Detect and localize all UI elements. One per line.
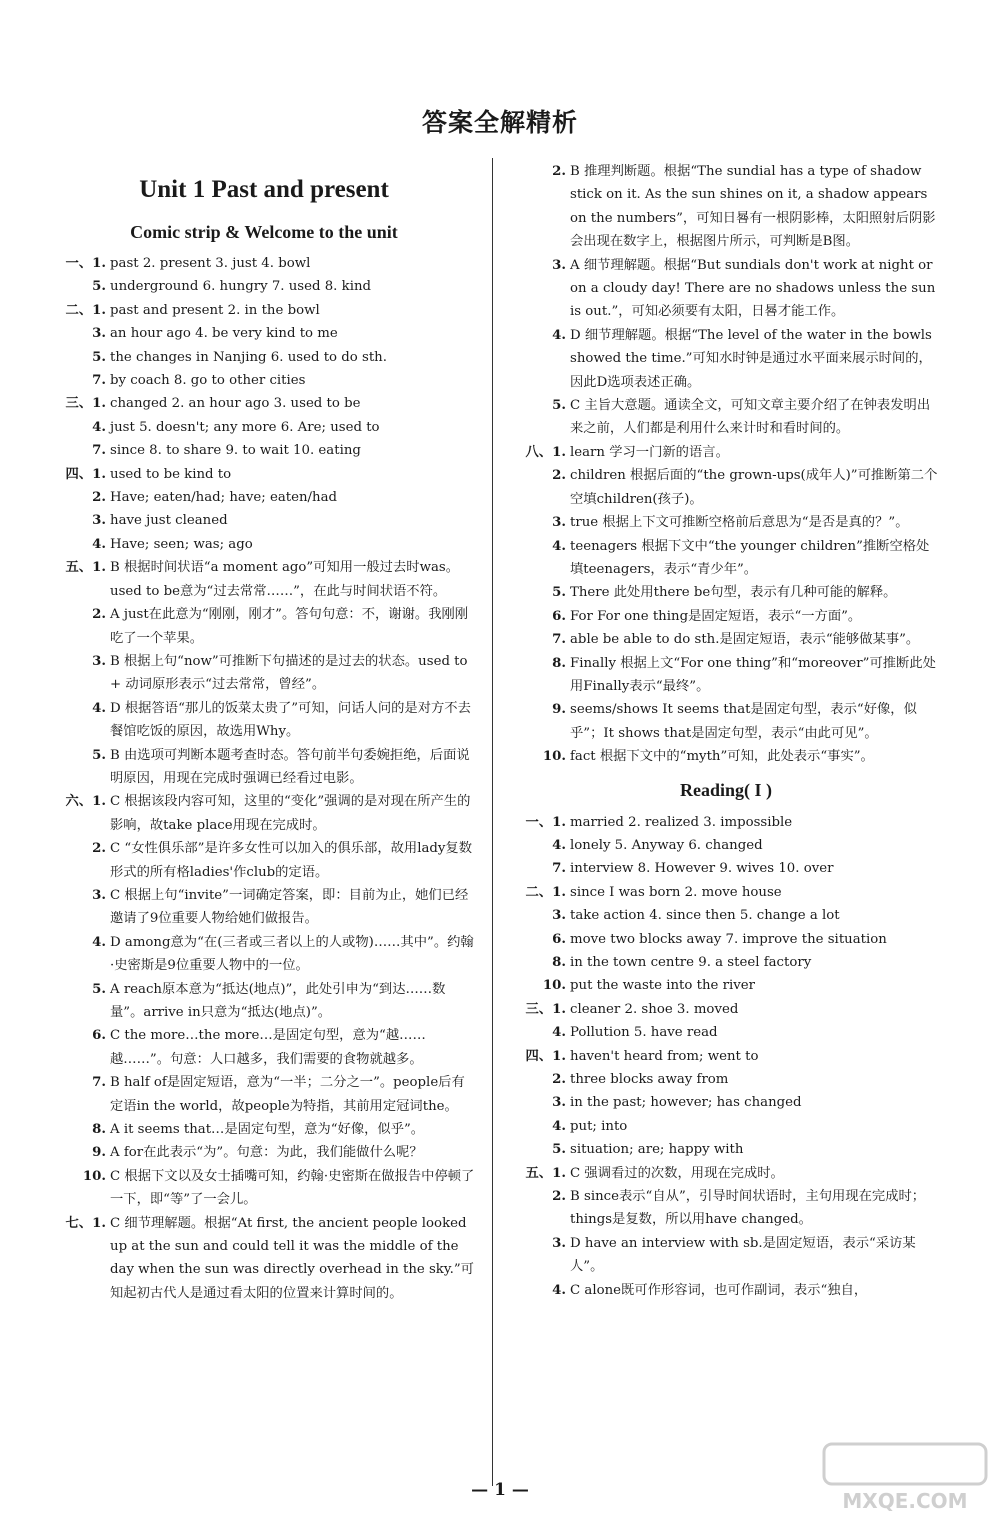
answer-text: A reach原本意为“抵达(地点)”，此处引申为“到达……数量”。arrive in只意为“抵达(地点)”。	[110, 981, 446, 1020]
answer-text: B 推理判断题。根据“The sundial has a type of shadow stick on it. As the sun shines on it, a shadow appears on the numbers”，可知日晷有一根阴影棒，太阳照射后阴影会出现在数字上，根据图片所示，可判断是B图。	[570, 164, 936, 250]
answer-number: 10.	[542, 978, 566, 994]
answer-item	[512, 1162, 940, 1185]
answer-number: 3.	[552, 908, 566, 924]
answer-text: teenagers 根据下文中“the younger children”推断空格处填teenagers，表示“青少年”。	[570, 538, 930, 577]
answer-item	[512, 1021, 940, 1044]
answer-number: 四、1.	[65, 466, 106, 482]
answer-list-right-bottom	[512, 811, 940, 1303]
answer-text: Finally 根据上文“For one thing”和“moreover”可推断此处用Finally表示“最终”。	[570, 655, 936, 694]
answer-text: haven't heard from; went to	[570, 1048, 759, 1064]
answer-text: move two blocks away 7. improve the situation	[570, 931, 887, 947]
answer-item	[52, 1212, 476, 1306]
answer-text: There 此处用there be句型，表示有几种可能的解释。	[570, 585, 897, 601]
answer-text: C 根据该段内容可知，这里的“变化”强调的是对现在所产生的影响，故take place用现在完成时。	[110, 794, 471, 833]
answer-text: lonely 5. Anyway 6. changed	[570, 837, 763, 853]
answer-text: take action 4. since then 5. change a lot	[570, 908, 840, 924]
answer-item	[512, 834, 940, 857]
right-column	[512, 160, 940, 1302]
answer-number: 4.	[92, 419, 106, 435]
answer-item	[52, 650, 476, 697]
answer-text: C 强调看过的次数，用现在完成时。	[570, 1165, 784, 1181]
answer-number: 5.	[92, 981, 106, 997]
answer-number: 4.	[92, 700, 106, 716]
answer-number: 3.	[552, 1235, 566, 1251]
answer-item	[52, 1165, 476, 1212]
answer-list-right-top	[512, 160, 940, 769]
answer-number: 七、1.	[65, 1215, 106, 1231]
answer-number: 3.	[552, 257, 566, 273]
answer-number: 8.	[92, 1122, 106, 1138]
answer-item	[512, 324, 940, 394]
answer-item	[512, 745, 940, 768]
answer-text: past and present 2. in the bowl	[110, 302, 320, 318]
answer-item	[512, 1045, 940, 1068]
answer-text: A it seems that…是固定句型，意为“好像，似乎”。	[110, 1122, 425, 1138]
answer-number: 3.	[552, 515, 566, 531]
answer-item	[512, 881, 940, 904]
answer-text: since 8. to share 9. to wait 10. eating	[110, 443, 361, 459]
answer-item	[52, 533, 476, 556]
answer-number: 5.	[552, 1142, 566, 1158]
answer-item	[512, 535, 940, 582]
answer-item	[52, 884, 476, 931]
answer-text: situation; are; happy with	[570, 1142, 744, 1158]
answer-text: Have; seen; was; ago	[110, 536, 253, 552]
answer-text: B 由选项可判断本题考查时态。答句前半句委婉拒绝，后面说明原因，用现在完成时强调已经看过电影。	[110, 747, 470, 786]
answer-item	[512, 464, 940, 511]
answer-text: C alone既可作形容词，也可作副词，表示“独自，	[570, 1282, 868, 1298]
answer-item	[512, 581, 940, 604]
answer-item	[52, 252, 476, 275]
answer-text: underground 6. hungry 7. used 8. kind	[110, 279, 372, 295]
answer-text: past 2. present 3. just 4. bowl	[110, 256, 311, 271]
answer-text: just 5. doesn't; any more 6. Are; used to	[110, 419, 380, 435]
answer-number: 6.	[552, 608, 566, 624]
section-subtitle: Comic strip & Welcome to the unit	[130, 222, 398, 242]
answer-text: C “女性俱乐部”是许多女性可以加入的俱乐部，故用lady复数形式的所有格ladies'作club的定语。	[110, 841, 473, 880]
answer-item	[52, 1118, 476, 1141]
answer-number: 3.	[92, 653, 106, 669]
answer-number: 五、1.	[65, 560, 106, 576]
answer-number: 2.	[552, 1189, 566, 1205]
answer-item	[52, 978, 476, 1025]
answer-text: able be able to do sth.是固定短语，表示“能够做某事”。	[570, 632, 920, 648]
answer-item	[512, 1279, 940, 1302]
left-column	[52, 160, 476, 1305]
answer-item	[52, 346, 476, 369]
answer-item	[52, 1024, 476, 1071]
answer-text: For For one thing是固定短语，表示“一方面”。	[570, 608, 862, 624]
answer-item	[52, 931, 476, 978]
answer-item	[512, 1068, 940, 1091]
answer-item	[512, 254, 940, 324]
answer-text: put the waste into the river	[570, 978, 755, 994]
answer-item	[512, 628, 940, 651]
answer-item	[52, 299, 476, 322]
answer-number: 一、1.	[525, 814, 566, 830]
answer-text: learn 学习一门新的语言。	[570, 444, 729, 460]
answer-text: used to be kind to	[110, 466, 232, 482]
answer-number: 3.	[92, 887, 106, 903]
answer-number: 4.	[552, 327, 566, 343]
answer-number: 7.	[92, 443, 106, 459]
answer-item	[52, 603, 476, 650]
answer-text: C the more…the more…是固定句型，意为“越……越……”。句意：人口越多，我们需要的食物就越多。	[110, 1028, 426, 1067]
answer-number: 9.	[92, 1145, 106, 1161]
answer-number: 二、1.	[65, 302, 106, 318]
page-number: — 1 —	[471, 1480, 529, 1500]
answer-number: 二、1.	[525, 884, 566, 900]
svg-text:MXQE.COM: MXQE.COM	[842, 1489, 968, 1513]
answer-item	[512, 951, 940, 974]
answer-number: 7.	[552, 632, 566, 648]
answer-item	[52, 697, 476, 744]
page-title: 答案全解精析	[421, 108, 578, 137]
answer-list-left	[52, 252, 476, 1305]
answer-item	[52, 744, 476, 791]
answer-text: D among意为“在(三者或三者以上的人或物)……其中”。约翰·史密斯是9位重要人物中的一位。	[110, 934, 474, 974]
answer-item	[52, 369, 476, 392]
answer-text: cleaner 2. shoe 3. moved	[570, 1001, 739, 1017]
answer-item	[52, 486, 476, 509]
answer-number: 4.	[552, 538, 566, 554]
answer-number: 3.	[92, 513, 106, 529]
column-divider	[492, 158, 493, 1486]
answer-number: 7.	[92, 373, 106, 389]
answer-text: interview 8. However 9. wives 10. over	[570, 861, 834, 877]
answer-text: changed 2. an hour ago 3. used to be	[110, 396, 361, 412]
answer-text: an hour ago 4. be very kind to me	[110, 326, 338, 342]
answer-number: 五、1.	[525, 1165, 566, 1181]
answer-item	[52, 275, 476, 298]
answer-item	[52, 1141, 476, 1164]
answer-item	[52, 790, 476, 837]
answer-text: Have; eaten/had; have; eaten/had	[110, 490, 338, 506]
answer-number: 5.	[552, 398, 566, 414]
answer-number: 6.	[552, 931, 566, 947]
answer-text: three blocks away from	[570, 1072, 729, 1088]
answer-text: since I was born 2. move house	[570, 884, 782, 900]
answer-item	[52, 556, 476, 603]
answer-text: Pollution 5. have read	[570, 1025, 718, 1041]
answer-text: C 根据上句“invite”一词确定答案，即：目前为止，她们已经邀请了9位重要人物给她们做报告。	[110, 887, 469, 927]
answer-number: 9.	[552, 702, 566, 718]
answer-number: 2.	[552, 1072, 566, 1088]
answer-text: A 细节理解题。根据“But sundials don't work at night or on a cloudy day! There are no shadows unless the sun is out.”，可知必须要有太阳，日晷才能工作。	[570, 257, 936, 320]
answer-item	[52, 1071, 476, 1118]
answer-number: 3.	[552, 1095, 566, 1111]
answer-item	[512, 998, 940, 1021]
answer-item	[512, 511, 940, 534]
answer-number: 8.	[552, 955, 566, 970]
answer-number: 5.	[92, 349, 106, 365]
answer-item	[512, 1138, 940, 1161]
answer-item	[512, 1185, 940, 1232]
answer-number: 4.	[552, 1282, 566, 1298]
answer-item	[52, 439, 476, 462]
answer-number: 2.	[92, 607, 106, 623]
answer-text: B half of是固定短语，意为“一半；二分之一”。people后有定语in the world，故people为特指，其前用定冠词the。	[110, 1075, 465, 1114]
answer-number: 八、1.	[525, 444, 566, 460]
answer-number: 7.	[552, 861, 566, 877]
answer-number: 2.	[552, 468, 566, 484]
answer-number: 4.	[92, 536, 106, 552]
answer-item	[512, 394, 940, 441]
answer-text: fact 根据下文中的“myth”可知，此处表示“事实”。	[570, 749, 874, 765]
answer-text: C 根据下文以及女士插嘴可知，约翰·史密斯在做报告中停顿了一下，即“等”了一会儿。	[110, 1168, 475, 1208]
answer-number: 4.	[92, 934, 106, 950]
watermark-logo	[820, 1440, 990, 1516]
answer-item	[52, 392, 476, 415]
answer-number: 六、1.	[65, 794, 106, 810]
answer-text: put; into	[570, 1118, 628, 1134]
answer-number: 三、1.	[65, 396, 106, 412]
answer-item	[512, 904, 940, 927]
answer-text: the changes in Nanjing 6. used to do sth.	[110, 349, 387, 365]
answer-text: A just在此意为“刚刚，刚才”。答句句意：不，谢谢。我刚刚吃了一个苹果。	[110, 607, 469, 646]
answer-text: D 根据答语“那儿的饭菜太贵了”可知，问话人问的是对方不去餐馆吃饭的原因，故选用Why。	[110, 700, 471, 740]
answer-number: 5.	[92, 747, 106, 763]
answer-number: 四、1.	[525, 1048, 566, 1064]
answer-number: 7.	[92, 1075, 106, 1091]
answer-number: 一、1.	[65, 256, 106, 271]
answer-number: 4.	[552, 1025, 566, 1041]
answer-item	[512, 652, 940, 699]
answer-item	[512, 1091, 940, 1114]
answer-text: B since表示“自从”，引导时间状语时，主句用现在完成时；things是复数，所以用have changed。	[570, 1189, 926, 1228]
answer-item	[512, 1115, 940, 1138]
answer-item	[512, 605, 940, 628]
answer-text: in the town centre 9. a steel factory	[570, 955, 812, 970]
reading-title: Reading( I )	[679, 779, 772, 800]
answer-number: 3.	[92, 326, 106, 342]
answer-text: D 细节理解题。根据“The level of the water in the bowls showed the time.”可知水时钟是通过水平面来展示时间的，因此D选项表述正确。	[570, 327, 932, 390]
answer-number: 三、1.	[525, 1001, 566, 1017]
answer-number: 4.	[552, 837, 566, 853]
answer-text: children 根据后面的“the grown-ups(成年人)”可推断第二个空填children(孩子)。	[570, 468, 938, 507]
answer-item	[52, 416, 476, 439]
answer-number: 2.	[92, 490, 106, 506]
answer-text: D have an interview with sb.是固定短语，表示“采访某人”。	[570, 1235, 916, 1275]
answer-number: 2.	[552, 164, 566, 179]
answer-number: 2.	[92, 841, 106, 857]
answer-text: B 根据时间状语“a moment ago”可知用一般过去时was。used to be意为“过去常常……”，在此与时间状语不符。	[110, 560, 460, 599]
answer-item	[512, 1232, 940, 1279]
answer-item	[512, 974, 940, 997]
answer-text: B 根据上句“now”可推断下句描述的是过去的状态。used to + 动词原形表示“过去常常，曾经”。	[110, 653, 468, 693]
answer-item	[512, 928, 940, 951]
answer-text: C 细节理解题。根据“At first, the ancient people looked up at the sun and could tell it was the middle of the day when the sun was directly overhead in the sky.”可知起初古代人是通过看太阳的位置来计算时间的。	[110, 1215, 474, 1301]
answer-item	[512, 857, 940, 880]
answer-number: 10.	[82, 1168, 106, 1184]
answer-number: 6.	[92, 1028, 106, 1044]
answer-number: 5.	[552, 585, 566, 601]
answer-number: 10.	[542, 749, 566, 765]
answer-number: 5.	[92, 279, 106, 295]
answer-item	[52, 509, 476, 532]
answer-text: married 2. realized 3. impossible	[570, 814, 793, 830]
answer-text: in the past; however; has changed	[570, 1095, 802, 1111]
answer-text: C 主旨大意题。通读全文，可知文章主要介绍了在钟表发明出来之前，人们都是利用什么来计时和看时间的。	[570, 398, 931, 437]
answer-item	[512, 811, 940, 834]
answer-item	[52, 322, 476, 345]
answer-text: have just cleaned	[110, 513, 228, 529]
answer-text: A for在此表示“为”。句意：为此，我们能做什么呢？	[110, 1145, 423, 1161]
answer-item	[512, 698, 940, 745]
answer-text: true 根据上下文可推断空格前后意思为“是否是真的？”。	[570, 515, 909, 531]
answer-number: 4.	[552, 1118, 566, 1134]
answer-text: seems/shows It seems that是固定句型，表示“好像，似乎”；It shows that是固定句型，表示“由此可见”。	[570, 702, 917, 741]
answer-text: by coach 8. go to other cities	[110, 373, 306, 389]
answer-item	[512, 441, 940, 464]
answer-item	[52, 837, 476, 884]
answer-item	[512, 160, 940, 254]
answer-number: 8.	[552, 655, 566, 671]
answer-item	[52, 463, 476, 486]
unit-title: Unit 1 Past and present	[139, 176, 389, 203]
